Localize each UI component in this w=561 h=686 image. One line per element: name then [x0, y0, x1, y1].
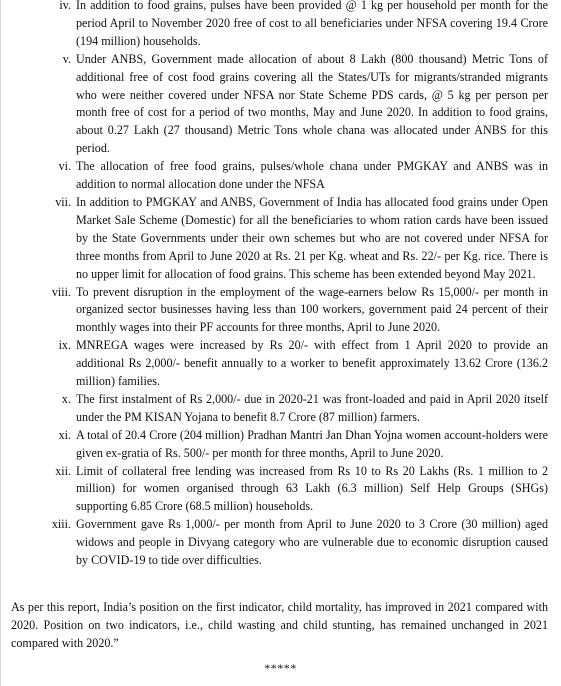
list-item-viii: [0, 284, 561, 338]
item-number: ix.: [58, 338, 71, 353]
item-number: vi.: [58, 159, 71, 174]
list-item-v: [0, 51, 561, 158]
item-number: vii.: [55, 194, 71, 209]
item-number: viii.: [51, 284, 71, 299]
item-text: In addition to PMGKAY and ANBS, Government of India has allocated food grains under Open Market Sale Scheme (Domestic) for all the beneficiaries to whom ration cards have been issued by the State Governments under their own schemes but who are not covered under NFSA for three months from April to June 2020 at Rs. 21 per Kg. wheat and Rs. 22/- per Kg. rice. There is no upper limit for allocation of food grains. This scheme has been extended beyond May 2021.: [76, 194, 548, 281]
item-text: A total of 20.4 Crore (204 million) Pradhan Mantri Jan Dhan Yojna women account-holders were given ex-gratia of Rs. 500/- per month for three months, April to June 2020.: [76, 427, 548, 460]
item-text: In addition to food grains, pulses have been provided @ 1 kg per household per month for the period April to November 2020 free of cost to all beneficiaries under NFSA covering 19.4 Crore (194 million) households.: [76, 0, 548, 48]
list-item-xi: [0, 427, 561, 463]
list-item-ix: [0, 337, 561, 391]
item-number: iv.: [59, 0, 71, 12]
item-number: x.: [61, 391, 71, 406]
list-item-vii: [0, 194, 561, 284]
list-item-vi: [0, 158, 561, 194]
item-text: Government gave Rs 1,000/- per month from April to June 2020 to 3 Crore (30 million) aged widows and people in Divyang category who are vulnerable due to economic disruption caused by COVID-19 to tide over difficulties.: [76, 517, 548, 568]
item-number: xiii.: [51, 517, 71, 532]
item-number: xi.: [58, 427, 71, 442]
item-text: To prevent disruption in the employment of the wage-earners below Rs 15,000/- per month in organized sector businesses having less than 100 workers, government paid 24 percent of their monthly wages into their PF accounts for three months, April to June 2020.: [76, 284, 548, 335]
list-item-x: [0, 391, 561, 427]
list-item-iv: [0, 0, 561, 51]
item-number: v.: [62, 51, 71, 66]
item-number: xii.: [55, 463, 71, 478]
list-item-xii: [0, 463, 561, 517]
item-text: MNREGA wages were increased by Rs 20/- with effect from 1 April 2020 to provide an additional Rs 2,000/- benefit annually to a worker to benefit approximately 13.62 Crore (136.2 million) families.: [76, 338, 548, 389]
section-separator: *****: [264, 661, 297, 675]
item-text: The first instalment of Rs 2,000/- due in 2020-21 was front-loaded and paid in April 2020 itself under the PM KISAN Yojana to benefit 8.7 Crore (87 million) farmers.: [76, 391, 548, 424]
closing-paragraph: As per this report, India’s position on the first indicator, child mortality, has improved in 2021 compared with 2020. Position on two indicators, i.e., child wasting and child stunting, has remained unchanged in 2021 compared with 2020.”: [11, 600, 548, 650]
item-text: Limit of collateral free lending was increased from Rs 10 to Rs 20 Lakhs (Rs. 1 million to 2 million) for women organised through 63 Lakh (6.3 million) Self Help Groups (SHGs) supporting 6.85 Crore (68.5 million) households.: [76, 463, 548, 514]
item-text: The allocation of free food grains, pulses/whole chana under PMGKAY and ANBS was in addition to normal allocation done under the NFSA: [76, 159, 548, 192]
item-text: Under ANBS, Government made allocation of about 8 Lakh (800 thousand) Metric Tons of additional free of cost food grains covering all the States/UTs for migrants/stranded migrants who were neither covered under NFSA nor State Scheme PDS cards, @ 5 kg per person per month free of cost for a period of two months, May and June 2020. In addition to food grains, about 0.27 Lakh (27 thousand) Metric Tons whole chana was allocated under ANBS for this period.: [76, 51, 548, 156]
list-item-xiii: [0, 516, 561, 570]
